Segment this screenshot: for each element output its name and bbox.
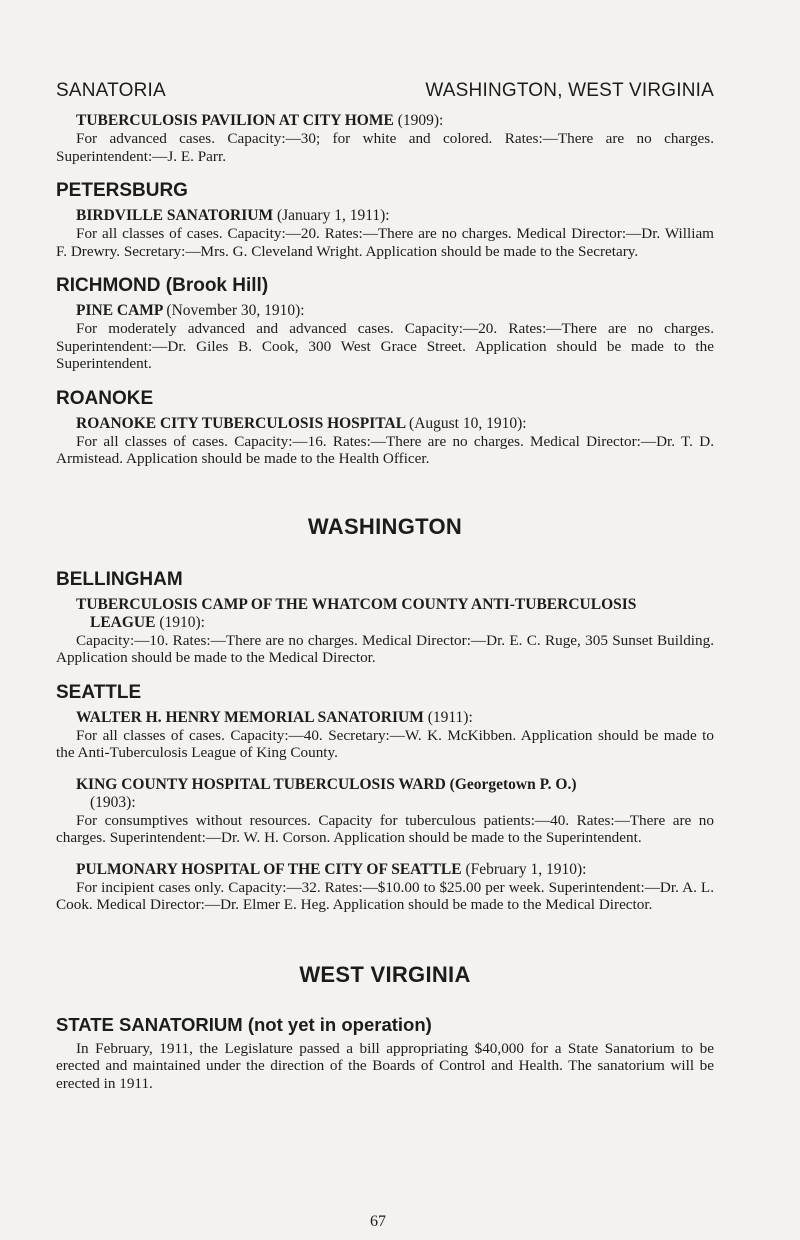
entry-description: For all classes of cases. Capacity:—20. Rates:—There are no charges. Medical Director:—Dr. William F. Drewry. Secretary:—Mrs. G. Cleveland Wright. Application should be made to the Secretary. [56,225,714,260]
city-section-petersburg [56,179,714,260]
entry-title-text: TUBERCULOSIS PAVILION AT CITY HOME [76,112,394,129]
city-section-seattle [56,681,714,914]
entry-title: STATE SANATORIUM (not yet in operation) [56,1013,432,1035]
entry-title [76,207,714,225]
city-section-bellingham [56,568,714,667]
entry-title [76,302,714,320]
entry-description: For advanced cases. Capacity:—30; for white and colored. Rates:—There are no charges. Superintendent:—J. E. Parr. [56,130,714,165]
entry-description: For moderately advanced and advanced cases. Capacity:—20. Rates:—There are no charges. Superintendent:—Dr. Giles B. Cook, 300 West Grace Street. Application should be made to the Superintendent. [56,320,714,372]
entry-title [76,861,714,879]
entry-description: For incipient cases only. Capacity:—32. Rates:—$10.00 to $25.00 per week. Superintendent:—Dr. A. L. Cook. Medical Director:—Dr. Elmer E. Heg. Application should be made to the Medical Director. [56,878,714,913]
entry-date: (August 10, 1910): [409,414,527,432]
entry-title [76,776,714,812]
page-number: 67 [370,1213,386,1230]
entry-date: (February 1, 1910): [465,860,587,878]
entry-date: (January 1, 1911): [276,207,390,224]
entry-title-text-2: LEAGUE [90,613,156,631]
entry-title [76,596,714,632]
entry-title-continued [76,794,714,812]
entry-title [76,415,714,433]
entry-description: In February, 1911, the Legislature passed a bill appropriating $40,000 for a State Sanatorium to be erected and maintained under the direction of the Boards of Control and Health. The sanatorium will be erected in 1911. [56,1039,714,1092]
entry-date: (November 30, 1910): [166,302,305,319]
entry-description: For all classes of cases. Capacity:—16. Rates:—There are no charges. Medical Director:—Dr. T. D. Armistead. Application should be made to the Health Officer. [56,432,714,467]
city-heading: SEATTLE [56,681,142,703]
entry-title [76,709,714,727]
header-right: WASHINGTON, WEST VIRGINIA [425,80,714,101]
entry-date: (1909): [397,112,444,129]
city-heading: RICHMOND (Brook Hill) [56,275,269,296]
entry-title-text: PINE CAMP [76,302,163,319]
entry-description: Capacity:—10. Rates:—There are no charges. Medical Director:—Dr. E. C. Ruge, 305 Sunset Building. Application should be made to the Medical Director. [56,631,714,666]
entry-title-text: ROANOKE CITY TUBERCULOSIS HOSPITAL [76,414,406,432]
city-section-roanoke [56,387,714,468]
section-state-sanatorium [56,1014,714,1093]
entry-title-text: BIRDVILLE SANATORIUM [76,207,274,224]
city-heading: PETERSBURG [56,180,188,201]
header-left: SANATORIA [56,80,166,101]
entry-title-text: TUBERCULOSIS CAMP OF THE WHATCOM COUNTY ANTI-TUBERCULOSIS [76,595,637,613]
entry-title-text: PULMONARY HOSPITAL OF THE CITY OF SEATTLE [76,860,462,878]
entry-date: (1911): [427,708,473,726]
entry-date: (1910): [159,613,205,631]
entry-date: (1903): [90,793,136,811]
city-section-richmond [56,274,714,373]
state-heading-west-virginia: WEST VIRGINIA [299,961,471,987]
city-heading: ROANOKE [56,387,154,409]
entry-tuberculosis-pavilion [56,112,714,165]
entry-title-continued [76,614,714,632]
running-header [56,80,714,102]
entry-title-text: KING COUNTY HOSPITAL TUBERCULOSIS WARD (Georgetown P. O.) [76,775,577,793]
page-content [56,104,714,1092]
state-heading-washington: WASHINGTON [307,513,463,539]
entry-description: For consumptives without resources. Capacity for tuberculous patients:—40. Rates:—There are no charges. Superintendent:—Dr. W. H. Corson. Application should be made to the Superintendent. [56,811,714,846]
entry-title [76,112,714,130]
entry-title-text: WALTER H. HENRY MEMORIAL SANATORIUM [76,708,424,726]
entry-description: For all classes of cases. Capacity:—40. Secretary:—W. K. McKibben. Application should be made to the Anti-Tuberculosis League of King County. [56,726,714,761]
city-heading: BELLINGHAM [56,568,183,590]
